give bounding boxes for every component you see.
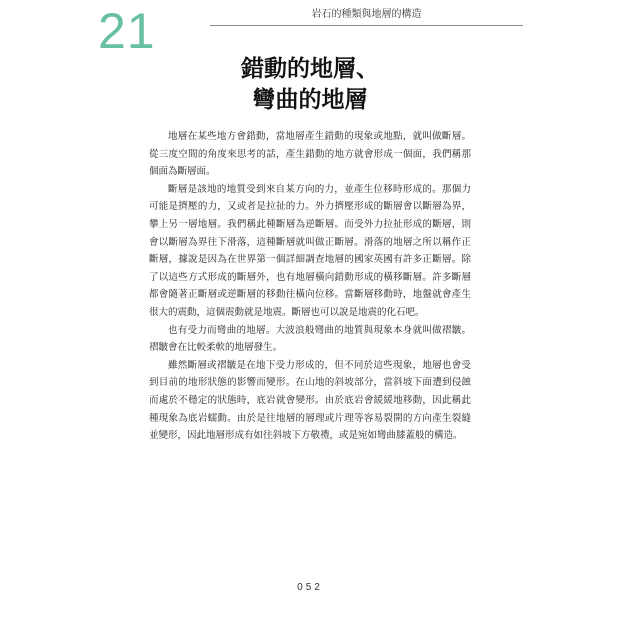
page-title-line-2: 彎曲的地層	[252, 87, 368, 113]
chapter-number: 21	[98, 3, 156, 59]
page-number: 052	[297, 582, 323, 593]
running-header-title: 岩石的種類與地層的構造	[311, 9, 422, 20]
page-title	[150, 54, 470, 116]
paragraph-bedrock-creep: 雖然斷層或褶皺是在地下受力形成的，但不同於這些現象，地層也會受到目前的地形狀態的影響而變形。在山地的斜坡部分，當斜坡下面遭到侵蝕而處於不穩定的狀態時，底岩就會變形。由於底岩會緩緩地移動，因此稱此種現象為底岩蠕動。由於是往地層的層理或片理等容易裂開的方向產生裂縫並變形，因此地層形成有如往斜坡下方敬禮，或是宛如彎曲膝蓋般的構造。	[149, 359, 471, 442]
page-title-line-1: 錯動的地層、	[241, 56, 379, 82]
paragraph-fault-types: 斷層是該地的地質受到來自某方向的力，並產生位移時形成的。那個力可能是擠壓的力，又或者是拉扯的力。外力擠壓形成的斷層會以斷層為界，攀上另一層地層。我們稱此種斷層為逆斷層。而受外力拉扯形成的斷層，則會以斷層為界往下滑落，這種斷層就叫做正斷層。滑落的地層之所以稱作正斷層，據說是因為在世界第一個詳細調查地層的國家英國有許多正斷層。除了以這些方式形成的斷層外，也有地層橫向錯動形成的橫移斷層。許多斷層都會隨著正斷層或逆斷層的移動往橫向位移。當斷層移動時，地盤就會產生很大的震動，這個震動就是地震。斷層也可以說是地震的化石吧。	[149, 183, 471, 318]
header-divider	[210, 25, 523, 26]
body-text	[149, 128, 471, 445]
paragraph-folds: 也有受力而彎曲的地層。大波浪般彎曲的地質與現象本身就叫做褶皺。褶皺會在比較柔軟的地層發生。	[149, 324, 471, 354]
paragraph-faults-definition: 地層在某些地方會錯動，當地層產生錯動的現象或地點，就叫做斷層。從三度空間的角度來思考的話，產生錯動的地方就會形成一個面，我們稱那個面為斷層面。	[149, 131, 471, 178]
